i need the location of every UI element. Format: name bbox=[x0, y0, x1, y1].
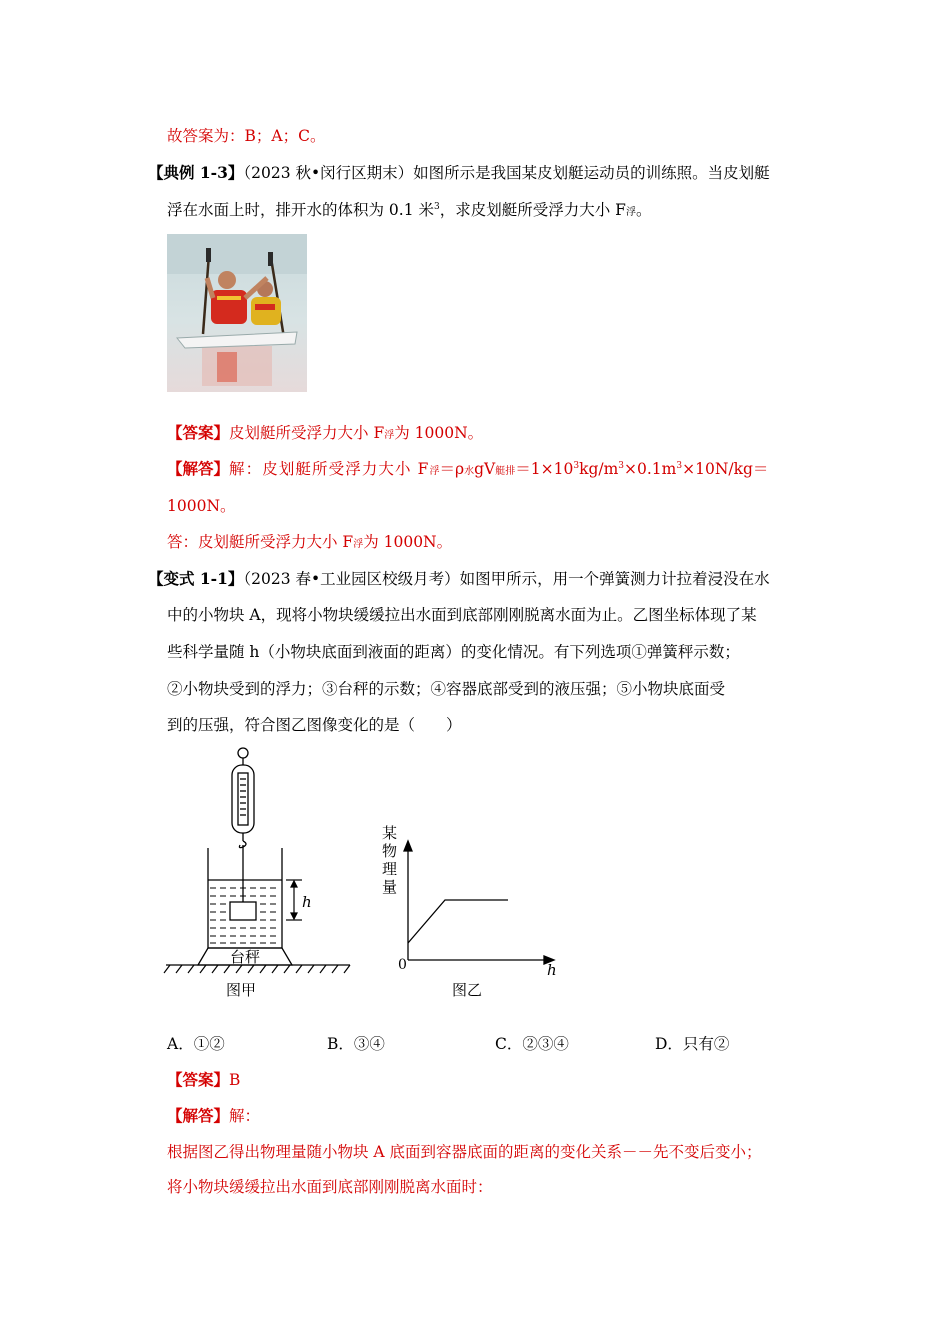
variant-solution-intro: 解： bbox=[229, 1107, 261, 1125]
answer-subscript: 浮 bbox=[384, 430, 395, 441]
variant-tag: 【变式 1-1】 bbox=[148, 569, 244, 588]
final-text-b: 为 1000N。 bbox=[363, 533, 453, 551]
cube-superscript: 3 bbox=[434, 201, 440, 212]
final-subscript: 浮 bbox=[353, 539, 364, 550]
variant-line-4: ②小物块受到的浮力；③台秤的示数；④容器底部受到的液压强；⑤小物块底面受 bbox=[167, 680, 726, 698]
graph-curve bbox=[408, 900, 508, 943]
solution-t3: gV bbox=[474, 460, 496, 478]
caption-figure-a: 图甲 bbox=[226, 981, 257, 999]
solution-s2: 水 bbox=[464, 466, 475, 477]
example-line-2 bbox=[167, 199, 651, 224]
variant-line-5: 到的压强，符合图乙图像变化的是（ ） bbox=[167, 716, 462, 734]
option-a[interactable]: A．①② bbox=[167, 1035, 225, 1053]
caption-figure-b: 图乙 bbox=[452, 981, 483, 999]
variant-solution-line-2: 将小物块缓缓拉出水面到底部刚刚脱离水面时： bbox=[167, 1178, 493, 1196]
solution-s1: 浮 bbox=[429, 466, 440, 477]
scale-label: 台秤 bbox=[230, 948, 261, 966]
option-b[interactable]: B．③④ bbox=[327, 1035, 385, 1053]
variant-solution-tag: 【解答】 bbox=[167, 1106, 230, 1125]
water-container bbox=[208, 848, 282, 948]
graph-axes bbox=[404, 841, 554, 964]
variant-line-1 bbox=[148, 568, 770, 590]
answer-text-a: 皮划艇所受浮力大小 F bbox=[229, 424, 385, 442]
variant-line-2: 中的小物块 A，现将小物块缓缓拉出水面到底部刚刚脱离水面为止。乙图坐标体现了某 bbox=[167, 606, 757, 624]
kayak-training-photo bbox=[167, 234, 307, 392]
example-text-2a: 浮在水面上时，排开水的体积为 0.1 米 bbox=[167, 201, 435, 219]
solution-tag: 【解答】 bbox=[167, 459, 230, 478]
solution-t4: ＝1×10 bbox=[515, 460, 574, 478]
variant-solution-header bbox=[167, 1105, 260, 1127]
example-tag: 【典例 1-3】 bbox=[148, 163, 244, 182]
example-text-2b: ，求皮划艇所受浮力大小 F bbox=[439, 201, 626, 219]
origin-label: 0 bbox=[398, 957, 407, 973]
ground-hatching bbox=[164, 965, 350, 973]
example-answer bbox=[167, 422, 483, 447]
solution-t7: ×10N/kg＝ bbox=[682, 460, 769, 478]
variant-line-3: 些科学量随 h（小物块底面到液面的距离）的变化情况。有下列选项①弹簧秤示数； bbox=[167, 643, 740, 661]
spring-balance bbox=[232, 748, 254, 902]
solution-t5: kg/m bbox=[579, 460, 619, 478]
option-c[interactable]: C．②③④ bbox=[495, 1035, 569, 1053]
variant-answer-tag: 【答案】 bbox=[167, 1070, 230, 1089]
buoyancy-subscript: 浮 bbox=[625, 207, 636, 218]
answer-text-b: 为 1000N。 bbox=[394, 424, 484, 442]
variant-solution-line-1: 根据图乙得出物理量随小物块 A 底面到容器底面的距离的变化关系－－先不变后变小； bbox=[167, 1143, 762, 1161]
solution-t6: ×0.1m bbox=[624, 460, 677, 478]
solution-p2: 3 bbox=[618, 460, 625, 471]
y-label-2: 物 bbox=[382, 842, 398, 860]
y-label-1: 某 bbox=[382, 824, 398, 842]
h-label: h bbox=[302, 893, 312, 911]
variant-answer-value: B bbox=[229, 1071, 241, 1089]
example-solution-line-1 bbox=[167, 458, 768, 483]
solution-t2: ＝ρ bbox=[439, 460, 465, 478]
variant-text-1: （2023 春•工业园区校级月考）如图甲所示，用一个弹簧测力计拉着浸没在水 bbox=[243, 570, 770, 588]
option-d[interactable]: D．只有② bbox=[655, 1035, 730, 1053]
answer-tag: 【答案】 bbox=[167, 423, 230, 442]
example-solution-line-2: 1000N。 bbox=[167, 497, 236, 515]
solution-p3: 3 bbox=[676, 460, 683, 471]
solution-t1: 解：皮划艇所受浮力大小 F bbox=[229, 460, 430, 478]
example-text-2c: 。 bbox=[635, 201, 652, 219]
solution-p1: 3 bbox=[573, 460, 580, 471]
y-label-4: 量 bbox=[382, 878, 398, 896]
variant-figure bbox=[160, 745, 580, 1009]
example-line-1 bbox=[148, 162, 770, 184]
example-final-answer bbox=[167, 531, 452, 556]
variant-answer bbox=[167, 1069, 240, 1091]
y-label-3: 理 bbox=[382, 860, 398, 878]
block-a bbox=[230, 902, 256, 920]
example-text-1: （2023 秋•闵行区期末）如图所示是我国某皮划艇运动员的训练照。当皮划艇 bbox=[243, 164, 770, 182]
x-axis-label: h bbox=[547, 961, 557, 979]
solution-s3: 艇排 bbox=[495, 466, 516, 477]
h-dimension-arrow bbox=[286, 880, 302, 920]
previous-answer: 故答案为：B；A；C。 bbox=[167, 127, 326, 145]
final-text-a: 答：皮划艇所受浮力大小 F bbox=[167, 533, 354, 551]
